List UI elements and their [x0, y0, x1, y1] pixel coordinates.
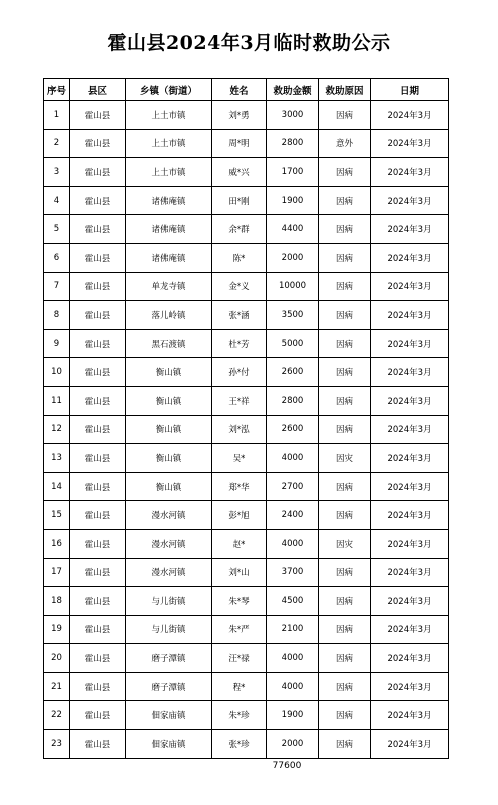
name-cell: 金*义 [212, 272, 267, 301]
township-cell: 衡山镇 [126, 358, 212, 387]
amount-cell: 4500 [267, 587, 319, 616]
township-cell: 衡山镇 [126, 444, 212, 473]
reason-cell: 因病 [319, 272, 371, 301]
township-cell: 诸佛庵镇 [126, 215, 212, 244]
amount-cell: 2000 [267, 730, 319, 759]
name-cell: 威*兴 [212, 158, 267, 187]
row-index: 20 [44, 644, 70, 673]
table-row [44, 329, 449, 358]
name-cell: 程* [212, 672, 267, 701]
reason-cell: 因病 [319, 215, 371, 244]
date-cell: 2024年3月 [371, 472, 449, 501]
table-row [44, 529, 449, 558]
amount-cell: 1900 [267, 701, 319, 730]
name-cell: 张*涵 [212, 301, 267, 330]
county-cell: 霍山县 [70, 558, 126, 587]
row-index: 22 [44, 701, 70, 730]
header-name: 姓名 [212, 79, 267, 101]
row-index: 19 [44, 615, 70, 644]
date-cell: 2024年3月 [371, 386, 449, 415]
amount-cell: 4000 [267, 444, 319, 473]
amount-cell: 1900 [267, 186, 319, 215]
header-county: 县区 [70, 79, 126, 101]
reason-cell: 因灾 [319, 529, 371, 558]
date-cell: 2024年3月 [371, 415, 449, 444]
row-index: 9 [44, 329, 70, 358]
table-row [44, 472, 449, 501]
county-cell: 霍山县 [70, 672, 126, 701]
name-cell: 余*群 [212, 215, 267, 244]
township-cell: 上土市镇 [126, 129, 212, 158]
header-reason: 救助原因 [319, 79, 371, 101]
name-cell: 彭*旭 [212, 501, 267, 530]
township-cell: 单龙寺镇 [126, 272, 212, 301]
county-cell: 霍山县 [70, 615, 126, 644]
table-row [44, 129, 449, 158]
reason-cell: 因病 [319, 472, 371, 501]
row-index: 8 [44, 301, 70, 330]
amount-cell: 2800 [267, 129, 319, 158]
township-cell: 上土市镇 [126, 158, 212, 187]
amount-cell: 3000 [267, 101, 319, 130]
date-cell: 2024年3月 [371, 186, 449, 215]
county-cell: 霍山县 [70, 243, 126, 272]
amount-cell: 4000 [267, 529, 319, 558]
township-cell: 上土市镇 [126, 101, 212, 130]
name-cell: 周*明 [212, 129, 267, 158]
township-cell: 与儿街镇 [126, 615, 212, 644]
amount-cell: 5000 [267, 329, 319, 358]
date-cell: 2024年3月 [371, 101, 449, 130]
date-cell: 2024年3月 [371, 672, 449, 701]
table-body [44, 101, 449, 759]
reason-cell: 因病 [319, 730, 371, 759]
reason-cell: 因病 [319, 301, 371, 330]
county-cell: 霍山县 [70, 329, 126, 358]
relief-table [43, 78, 449, 759]
reason-cell: 因病 [319, 329, 371, 358]
county-cell: 霍山县 [70, 730, 126, 759]
county-cell: 霍山县 [70, 386, 126, 415]
date-cell: 2024年3月 [371, 358, 449, 387]
row-index: 3 [44, 158, 70, 187]
township-cell: 诸佛庵镇 [126, 243, 212, 272]
date-cell: 2024年3月 [371, 444, 449, 473]
township-cell: 磨子潭镇 [126, 644, 212, 673]
reason-cell: 因病 [319, 558, 371, 587]
table-row [44, 444, 449, 473]
row-index: 21 [44, 672, 70, 701]
row-index: 16 [44, 529, 70, 558]
township-cell: 佃家庙镇 [126, 701, 212, 730]
name-cell: 孙*付 [212, 358, 267, 387]
table-row [44, 243, 449, 272]
name-cell: 刘*山 [212, 558, 267, 587]
date-cell: 2024年3月 [371, 730, 449, 759]
county-cell: 霍山县 [70, 129, 126, 158]
reason-cell: 因病 [319, 415, 371, 444]
amount-cell: 3700 [267, 558, 319, 587]
county-cell: 霍山县 [70, 501, 126, 530]
header-amount: 救助金额 [267, 79, 319, 101]
row-index: 17 [44, 558, 70, 587]
date-cell: 2024年3月 [371, 615, 449, 644]
table-row [44, 587, 449, 616]
row-index: 12 [44, 415, 70, 444]
county-cell: 霍山县 [70, 529, 126, 558]
row-index: 11 [44, 386, 70, 415]
township-cell: 磨子潭镇 [126, 672, 212, 701]
name-cell: 田*刚 [212, 186, 267, 215]
reason-cell: 因病 [319, 701, 371, 730]
date-cell: 2024年3月 [371, 587, 449, 616]
name-cell: 赵* [212, 529, 267, 558]
table-row [44, 158, 449, 187]
header-date: 日期 [371, 79, 449, 101]
county-cell: 霍山县 [70, 301, 126, 330]
table-header-row [44, 79, 449, 101]
date-cell: 2024年3月 [371, 129, 449, 158]
amount-cell: 2100 [267, 615, 319, 644]
name-cell: 朱*严 [212, 615, 267, 644]
row-index: 6 [44, 243, 70, 272]
name-cell: 刘*泓 [212, 415, 267, 444]
name-cell: 杜*芳 [212, 329, 267, 358]
county-cell: 霍山县 [70, 415, 126, 444]
county-cell: 霍山县 [70, 272, 126, 301]
reason-cell: 因病 [319, 644, 371, 673]
amount-cell: 4000 [267, 672, 319, 701]
table-row [44, 215, 449, 244]
row-index: 2 [44, 129, 70, 158]
reason-cell: 因病 [319, 615, 371, 644]
date-cell: 2024年3月 [371, 272, 449, 301]
name-cell: 刘*勇 [212, 101, 267, 130]
total-amount: 77600 [272, 761, 302, 771]
amount-cell: 2600 [267, 358, 319, 387]
row-index: 7 [44, 272, 70, 301]
reason-cell: 因病 [319, 101, 371, 130]
table-row [44, 415, 449, 444]
date-cell: 2024年3月 [371, 329, 449, 358]
row-index: 4 [44, 186, 70, 215]
township-cell: 漫水河镇 [126, 529, 212, 558]
county-cell: 霍山县 [70, 587, 126, 616]
reason-cell: 因病 [319, 158, 371, 187]
table-row [44, 701, 449, 730]
name-cell: 郑*华 [212, 472, 267, 501]
reason-cell: 因病 [319, 358, 371, 387]
reason-cell: 因病 [319, 386, 371, 415]
header-index: 序号 [44, 79, 70, 101]
date-cell: 2024年3月 [371, 558, 449, 587]
township-cell: 落儿岭镇 [126, 301, 212, 330]
reason-cell: 因病 [319, 587, 371, 616]
county-cell: 霍山县 [70, 701, 126, 730]
date-cell: 2024年3月 [371, 501, 449, 530]
county-cell: 霍山县 [70, 158, 126, 187]
header-township: 乡镇（街道） [126, 79, 212, 101]
table-row [44, 301, 449, 330]
row-index: 13 [44, 444, 70, 473]
table-row [44, 501, 449, 530]
amount-cell: 2400 [267, 501, 319, 530]
township-cell: 衡山镇 [126, 415, 212, 444]
township-cell: 佃家庙镇 [126, 730, 212, 759]
table-row [44, 272, 449, 301]
amount-cell: 2700 [267, 472, 319, 501]
table-row [44, 672, 449, 701]
township-cell: 衡山镇 [126, 472, 212, 501]
amount-cell: 2600 [267, 415, 319, 444]
table-row [44, 644, 449, 673]
row-index: 18 [44, 587, 70, 616]
county-cell: 霍山县 [70, 186, 126, 215]
date-cell: 2024年3月 [371, 644, 449, 673]
table-row [44, 386, 449, 415]
township-cell: 漫水河镇 [126, 501, 212, 530]
name-cell: 张*珍 [212, 730, 267, 759]
reason-cell: 因灾 [319, 444, 371, 473]
amount-cell: 2800 [267, 386, 319, 415]
date-cell: 2024年3月 [371, 301, 449, 330]
amount-cell: 1700 [267, 158, 319, 187]
county-cell: 霍山县 [70, 101, 126, 130]
page-title: 霍山县2024年3月临时救助公示 [107, 32, 391, 54]
date-cell: 2024年3月 [371, 215, 449, 244]
date-cell: 2024年3月 [371, 158, 449, 187]
name-cell: 王*祥 [212, 386, 267, 415]
township-cell: 诸佛庵镇 [126, 186, 212, 215]
date-cell: 2024年3月 [371, 243, 449, 272]
row-index: 1 [44, 101, 70, 130]
row-index: 15 [44, 501, 70, 530]
township-cell: 漫水河镇 [126, 558, 212, 587]
amount-cell: 4400 [267, 215, 319, 244]
township-cell: 与儿街镇 [126, 587, 212, 616]
row-index: 10 [44, 358, 70, 387]
row-index: 5 [44, 215, 70, 244]
name-cell: 朱*珍 [212, 701, 267, 730]
reason-cell: 因病 [319, 243, 371, 272]
county-cell: 霍山县 [70, 444, 126, 473]
date-cell: 2024年3月 [371, 701, 449, 730]
county-cell: 霍山县 [70, 472, 126, 501]
table-row [44, 558, 449, 587]
table-row [44, 358, 449, 387]
name-cell: 陈* [212, 243, 267, 272]
table-row [44, 730, 449, 759]
reason-cell: 因病 [319, 672, 371, 701]
name-cell: 朱*琴 [212, 587, 267, 616]
table-row [44, 101, 449, 130]
reason-cell: 因病 [319, 501, 371, 530]
county-cell: 霍山县 [70, 358, 126, 387]
amount-cell: 3500 [267, 301, 319, 330]
name-cell: 汪*禄 [212, 644, 267, 673]
township-cell: 衡山镇 [126, 386, 212, 415]
table-row [44, 186, 449, 215]
date-cell: 2024年3月 [371, 529, 449, 558]
row-index: 23 [44, 730, 70, 759]
table-row [44, 615, 449, 644]
amount-cell: 10000 [267, 272, 319, 301]
county-cell: 霍山县 [70, 644, 126, 673]
row-index: 14 [44, 472, 70, 501]
name-cell: 吴* [212, 444, 267, 473]
county-cell: 霍山县 [70, 215, 126, 244]
amount-cell: 2000 [267, 243, 319, 272]
reason-cell: 意外 [319, 129, 371, 158]
amount-cell: 4000 [267, 644, 319, 673]
township-cell: 黑石渡镇 [126, 329, 212, 358]
reason-cell: 因病 [319, 186, 371, 215]
